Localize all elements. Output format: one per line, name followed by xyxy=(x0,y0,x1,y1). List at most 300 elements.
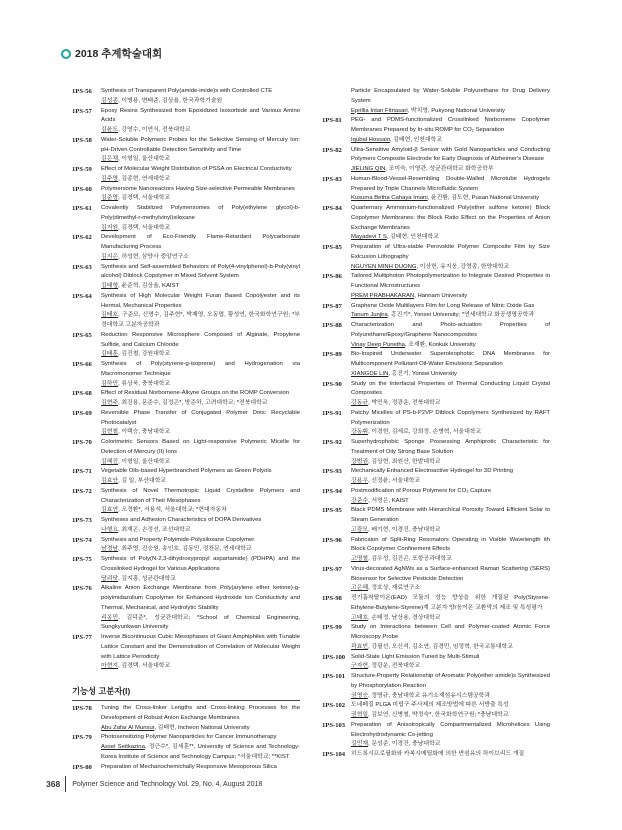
author-line xyxy=(101,575,300,585)
poster-entry xyxy=(322,302,550,322)
co-authors-affiliation: , 이택승, 충남대학교 xyxy=(118,429,171,436)
poster-title: Structure-Property Relationship of Aromatic Poly(ether amide)s Synthesized by Phosphorylation Reaction xyxy=(351,673,550,689)
co-authors-affiliation: , 김태현, 인천대학교 xyxy=(389,136,443,143)
author-line xyxy=(351,292,550,302)
poster-title: Synthesis and Self-assembled Behaviors of Poly(4-vinylphenol)-b-Poly(vinyl alcohol) Diblock Copolymer in Mixed Solvent System xyxy=(101,263,300,280)
entry-body xyxy=(351,409,550,438)
co-authors-affiliation: , 오경환*, 서용석, 서울대학교; *현대자동차 xyxy=(118,507,227,514)
poster-entry xyxy=(72,292,300,331)
presenting-author: 김주영 xyxy=(101,175,119,182)
poster-title: Effect of Molecular Weight Distribution of PSSA on Electrical Conductivity xyxy=(101,166,292,172)
presenting-author: 김현주 xyxy=(101,400,119,406)
poster-title: Graphene Oxide Multilayers Film for Long Release of Nitric Oxide Gas xyxy=(351,302,535,309)
entry-body xyxy=(101,633,300,672)
poster-code: 1PS-73 xyxy=(72,517,92,524)
presenting-author: 김혜진 xyxy=(101,458,119,465)
presenting-author: 김현철 xyxy=(101,429,119,436)
poster-code: 1PS-68 xyxy=(72,390,92,398)
presenting-author: 강용우 xyxy=(351,478,369,484)
poster-code: 1PS-87 xyxy=(322,302,342,310)
left-column xyxy=(72,87,300,772)
poster-code: 1PS-58 xyxy=(72,136,92,144)
author-line xyxy=(101,526,300,536)
poster-code: 1PS-72 xyxy=(72,487,92,495)
co-authors-affiliation: , 강필선, 오신석, 김소연, 김경민, 임정혁, 한국교통대학교 xyxy=(368,643,513,650)
entry-body xyxy=(101,467,300,487)
poster-code: 1PS-61 xyxy=(72,205,92,212)
co-authors-affiliation: , 이상헌, 유지웅, 강영종, 한양대학교 xyxy=(416,263,510,270)
entry-body xyxy=(101,107,300,136)
co-authors-affiliation: , 윤진환, 김도현, Pusan National University xyxy=(427,195,540,202)
poster-title: Effect of Residual Norbornene-Alkyne Groups on the ROMP Conversion xyxy=(101,390,290,397)
poster-code: 1PS-84 xyxy=(322,205,342,212)
poster-code: 1PS-88 xyxy=(322,322,342,329)
co-authors-affiliation: , 김경택, 서울대학교 xyxy=(118,663,171,670)
author-line xyxy=(351,711,550,721)
co-authors-affiliation: , 정광운, 전북대학교 xyxy=(368,663,421,670)
poster-title: Syntheses and Adhesion Characteristics of DOPA Derivatives xyxy=(101,517,262,523)
poster-entry xyxy=(72,204,300,233)
poster-title: Preparation of Ultra-stable Perovskite Polymer Composite Film by Size Exlcusion Lithography xyxy=(351,244,550,260)
co-authors-affiliation: , 윤준혁, 김상율, KAIST xyxy=(118,283,180,289)
poster-title: Synthesis of Novel Thermotropic Liquid Crystalline Polymers and Characterization of Their Mesophases xyxy=(101,487,300,504)
poster-code: 1PS-80 xyxy=(72,763,92,771)
co-authors-affiliation: , 서명은, KAIST xyxy=(368,497,409,504)
poster-title: Development of Eco-Friendly Flame-Retardant Polycarbonate Manufacturing Process xyxy=(101,234,300,250)
poster-title: Polymersome Nanoreactors Having Size-selective Permeable Membranes xyxy=(101,185,295,192)
poster-title: Synthesis of Poly(N-2,3-dihydroxypropyl aspartamide) (PDHPA) and the Crosslinked Hydrogel for Various Applications xyxy=(101,556,300,572)
presenting-author: 김태형 xyxy=(101,283,119,289)
poster-entry xyxy=(72,389,300,409)
co-authors-affiliation: , 조재환, Konkuk University xyxy=(404,341,476,348)
poster-title: Black PDMS Membrane with Hierarchical Porosity Toward Efficient Solar to Steam Generation xyxy=(351,507,550,523)
poster-code: 1PS-94 xyxy=(322,487,342,495)
poster-code: 1PS-57 xyxy=(72,107,92,115)
presenting-author: 김효연 xyxy=(101,507,119,514)
poster-code: 1PS-60 xyxy=(72,185,92,193)
presenting-author: Tanum Junjira xyxy=(351,312,388,319)
poster-title: 히드록시프로필화와 카복시메틸화에 의한 면섬유의 하이브리드 개질 xyxy=(351,751,525,757)
author-line xyxy=(351,662,550,672)
left-entry-list xyxy=(72,87,300,672)
co-authors-affiliation: , Hannam University xyxy=(414,292,468,299)
co-authors-affiliation: , 최진용, 문준수, 김정곤*, 방준하, 고려대학교; *전북대학교 xyxy=(118,400,268,406)
poster-code: 1PS-104 xyxy=(322,751,346,758)
presenting-author: 고은혜 xyxy=(351,585,369,592)
entry-body xyxy=(351,146,550,175)
presenting-author: 강동규 xyxy=(351,400,369,406)
author-line xyxy=(351,263,550,273)
poster-entry xyxy=(72,633,300,672)
author-line xyxy=(101,155,300,165)
author-line xyxy=(101,224,300,234)
poster-code: 1PS-59 xyxy=(72,166,92,173)
co-authors-affiliation: , 김지흥, 성균관대학교 xyxy=(118,575,176,582)
co-authors-affiliation: , 허성현, 삼양사 중앙연구소 xyxy=(118,253,189,260)
entry-body xyxy=(351,653,550,673)
co-authors-affiliation: , 배기현, 이경진, 충남대학교 xyxy=(368,526,441,533)
poster-title: Reduction Responsive Microsphere Composed of Alginate, Propylene Sulfide, and Calcium Chloride xyxy=(101,331,300,348)
co-authors-affiliation: , 홍진기, Yonsei University xyxy=(388,370,457,377)
poster-code: 1PS-102 xyxy=(322,702,346,710)
author-line xyxy=(351,614,550,624)
presenting-author: 김하민 xyxy=(101,380,119,387)
co-authors-affiliation: , 김 일, 부산대학교 xyxy=(118,478,167,484)
poster-entry xyxy=(72,438,300,467)
poster-code: 1PS-83 xyxy=(322,175,342,183)
poster-entry xyxy=(322,272,550,301)
poster-entry xyxy=(72,87,300,107)
presenting-author: 김성종 xyxy=(101,97,119,104)
entry-body xyxy=(101,136,300,165)
co-authors-affiliation: , 김태현, Incheon National University xyxy=(154,724,250,731)
page-number: 368 xyxy=(46,779,61,789)
presenting-author: 나형요 xyxy=(101,526,119,533)
entry-body xyxy=(101,331,300,360)
entry-body xyxy=(101,409,300,438)
poster-entry xyxy=(72,763,300,773)
entry-body xyxy=(351,467,550,487)
poster-code: 1PS-75 xyxy=(72,556,92,563)
presenting-author: 강준수 xyxy=(351,497,369,504)
poster-code: 1PS-86 xyxy=(322,273,342,281)
co-authors-affiliation: , 이경헌, 김세로, 강희정, 손병혁, 서울대학교 xyxy=(368,429,482,436)
poster-title: Tailored Multiphoton Photopolymerization to Integrate Desired Properties in Functional Microstructures xyxy=(351,273,550,289)
poster-code: 1PS-65 xyxy=(72,331,92,339)
poster-title: Patchy Micelles of PS-b-P2VP Diblock Copolymers Synthesized by RAFT Polymerization xyxy=(351,409,550,426)
entry-body xyxy=(351,536,550,565)
author-line xyxy=(101,175,300,185)
poster-title: Vegetable Oils-based Hyperbranched Polymers as Green Polyols xyxy=(101,468,272,475)
presenting-author: Kusuma Betha Cahaya Imani xyxy=(351,195,428,202)
co-authors-affiliation: , 박치영, Pukyong National University xyxy=(407,107,505,114)
author-line xyxy=(101,282,300,292)
poster-title: Epoxy Resins Synthesized from Epoxidized Isosorbide and Various Amino Acids xyxy=(101,107,300,124)
poster-entry xyxy=(72,555,300,584)
poster-entry xyxy=(72,233,300,262)
presenting-author: 길민재 xyxy=(351,741,369,748)
co-authors-affiliation: , 김덕준*, 성균관대학교; *School of Chemical Engineering, Sungkyunkwan University xyxy=(101,614,300,631)
poster-entry xyxy=(72,467,300,487)
presenting-author: 당쾨닷 xyxy=(101,575,119,582)
co-authors-affiliation: , 류상욱, 충북대학교 xyxy=(118,380,171,387)
entry-body xyxy=(101,555,300,584)
entry-body xyxy=(101,165,300,185)
presenting-author: Iqubal Hossain xyxy=(351,136,390,143)
author-line xyxy=(101,614,300,634)
poster-code: 1PS-69 xyxy=(72,409,92,417)
entry-body xyxy=(351,487,550,507)
poster-entry xyxy=(322,653,550,673)
presenting-author: Assel Seitkazina xyxy=(101,744,145,750)
poster-code xyxy=(322,87,351,116)
entry-body xyxy=(351,701,550,721)
poster-entry xyxy=(322,204,550,243)
poster-title: Synthesis of Poly(styrene-g-isoprene) and Hydrogenation via Macromonomer Technique xyxy=(101,361,300,377)
author-line xyxy=(101,724,300,734)
poster-entry xyxy=(322,380,550,409)
poster-entry xyxy=(322,565,550,594)
poster-entry xyxy=(322,116,550,145)
presenting-author: 강범권 xyxy=(351,458,369,465)
poster-title: Preparation of Anisotropically Compartmentalized Microhelices Using Electrohydrodynamic Co-jetting xyxy=(351,721,550,738)
presenting-author: 고광모 xyxy=(351,526,369,533)
section-heading: 기능성 고분자(I) xyxy=(72,686,300,701)
entry-body xyxy=(101,185,300,205)
author-line xyxy=(351,643,550,653)
poster-title: Ultra-Sensitive Amyloid-β Sensor with Gold Nanoparticles and Conducting Polymers Composite Electrode for Early Diagnosis of Alzheimer's Disease xyxy=(351,146,550,163)
co-authors-affiliation: , 최주영, 진승원, 송인호, 김동민, 정찬문, 연세대학교 xyxy=(118,546,252,553)
presenting-author: 김은채 xyxy=(101,156,119,163)
co-authors-affiliation: , 김보연, 신병철, 박정숙*, 한국화학연구원; *충남대학교 xyxy=(368,712,509,718)
co-authors-affiliation: , 이형일, 울산대학교 xyxy=(118,458,171,465)
author-line xyxy=(101,253,300,263)
poster-title: Water-Soluble Polymeric Probes for the Selective Sensing of Mercury Ion: pH-Driven Controllable Detection Sensitivity and Time xyxy=(101,136,300,153)
author-line xyxy=(101,458,300,468)
co-authors-affiliation: , 홍진기*, Yonsei University; *연세대학교 화공생명공학과 xyxy=(387,312,535,319)
author-line xyxy=(351,526,550,536)
entry-body xyxy=(351,175,550,204)
presenting-author: 곽효빈 xyxy=(351,643,369,650)
entry-body xyxy=(101,536,300,556)
entry-body xyxy=(351,321,550,350)
poster-code: 1PS-99 xyxy=(322,624,342,632)
entry-body xyxy=(351,87,550,116)
poster-entry xyxy=(322,536,550,565)
author-line xyxy=(351,341,550,351)
entry-body xyxy=(101,763,300,773)
co-authors-affiliation: , 김경택, 서울대학교 xyxy=(118,224,171,231)
poster-title: Postmodification of Porous Polymers for CO₂ Capture xyxy=(351,487,492,494)
poster-entry xyxy=(72,584,300,633)
poster-title: Synthesis of High Molecular Weight Furan Based Copolyester and its Hermal, Mechanical Properties xyxy=(101,292,300,309)
poster-code: 1PS-96 xyxy=(322,536,342,544)
co-authors-affiliation: , 강영수, 이연식, 전북대학교 xyxy=(118,127,191,133)
right-entry-list xyxy=(322,87,550,760)
poster-entry xyxy=(72,704,300,733)
author-line xyxy=(351,233,550,243)
author-line xyxy=(351,370,550,380)
author-line xyxy=(101,428,300,438)
presenting-author: Vinay Deep Punetha xyxy=(351,341,405,348)
poster-title: Reversible Phase Transfer of Conjugated Polymer Dots: Recyclable Photocatalyst xyxy=(101,409,300,426)
author-line xyxy=(351,107,550,117)
entry-body xyxy=(351,272,550,301)
poster-entry xyxy=(72,516,300,536)
poster-title: PEG- and PDMS-functionalized Crosslinked Norbornene Copolymer Membranes Prepared by In-situ ROMP for CO₂ Separation xyxy=(351,117,550,133)
author-line xyxy=(351,136,550,146)
poster-code: 1PS-91 xyxy=(322,409,342,417)
poster-code: 1PS-78 xyxy=(72,705,92,712)
co-authors-affiliation: , 문성준, 이경진, 충남대학교 xyxy=(368,741,441,748)
co-authors-affiliation: , 김경택, 서울대학교 xyxy=(118,195,171,202)
presenting-author: 고명철 xyxy=(351,556,369,562)
author-line xyxy=(101,545,300,555)
co-authors-affiliation: , 김상현, 최원산, 한밭대학교 xyxy=(368,458,441,465)
poster-title: Tuning the Cross-linker Lengths and Cross-linking Processes for the Development of Robust Anion Exchange Membranes xyxy=(101,705,300,721)
entry-body xyxy=(101,233,300,262)
poster-code: 1PS-77 xyxy=(72,634,92,641)
poster-title: Mechanically Enhanced Electroactive Hydrogel for 3D Printing xyxy=(351,468,514,475)
poster-title: 도네페질 PLGA 미립구 주사제의 제조방법에 따른 서방출 특성 xyxy=(351,702,509,709)
presenting-author: XIANGDE LIN xyxy=(351,370,389,377)
author-line xyxy=(351,428,550,438)
poster-title: Covalently Stabilized Polymersomes of Poly(ethylene glycol)-b-Poly(dimethyl-r-methylvinyl)siloxane xyxy=(101,205,300,221)
entry-body xyxy=(101,704,300,733)
presenting-author: NGUYEN MINH DUONG xyxy=(351,263,417,270)
author-line xyxy=(351,194,550,204)
poster-title: Preparation of Mechanochemichally Responsive Mesoporous Silica xyxy=(101,763,277,770)
entry-body xyxy=(351,594,550,623)
co-authors-affiliation: , 김종현, 연세대학교 xyxy=(118,175,171,182)
poster-title: Synthesis and Property Polyimide-Polysiloxane Copolymer xyxy=(101,536,255,543)
poster-code: 1PS-89 xyxy=(322,351,342,359)
poster-code: 1PS-98 xyxy=(322,595,342,602)
poster-code: 1PS-82 xyxy=(322,146,342,154)
section-entry-list xyxy=(72,704,300,772)
presenting-author: 김태호 xyxy=(101,312,119,319)
entry-body xyxy=(101,87,300,107)
poster-code: 1PS-103 xyxy=(322,721,346,729)
author-line xyxy=(101,97,300,107)
poster-entry xyxy=(72,185,300,205)
co-authors-affiliation: , 선정윤, 서울대학교 xyxy=(368,478,421,484)
poster-entry xyxy=(72,409,300,438)
poster-entry xyxy=(72,107,300,136)
poster-code: 1PS-90 xyxy=(322,380,342,388)
author-line xyxy=(101,662,300,672)
poster-entry xyxy=(322,321,550,350)
header-title: 2018 추계학술대회 xyxy=(75,48,163,60)
page-footer xyxy=(46,776,262,792)
poster-code: 1PS-93 xyxy=(322,468,342,476)
poster-code: 1PS-76 xyxy=(72,585,92,593)
author-line xyxy=(101,506,300,516)
author-line xyxy=(101,743,300,763)
poster-entry xyxy=(72,165,300,185)
author-line xyxy=(101,477,300,487)
author-line xyxy=(351,692,550,702)
poster-title: Particle Encapsulated by Water-Soluble Polyurethane for Drug Delivery System xyxy=(351,88,550,104)
entry-body xyxy=(101,487,300,516)
co-authors-affiliation: , 김우성, 김진곤, 포항공과대학교 xyxy=(368,556,452,562)
presenting-author: Eprillia Intan Fitriasari xyxy=(351,107,408,114)
presenting-author: 남경남 xyxy=(101,546,119,553)
entry-body xyxy=(351,721,550,750)
entry-body xyxy=(101,204,300,233)
presenting-author: PREM PRABHAKARAN xyxy=(351,292,415,299)
author-line xyxy=(101,350,300,360)
presenting-author: 고태호 xyxy=(351,614,369,621)
presenting-author: 권혁일 xyxy=(351,712,369,718)
presenting-author: 리옹민 xyxy=(101,614,119,621)
poster-code: 1PS-64 xyxy=(72,292,92,300)
poster-entry xyxy=(72,487,300,516)
presenting-author: 김윤도 xyxy=(101,127,119,133)
presenting-author: 김지은 xyxy=(101,253,119,260)
presenting-author: Abu Zafar Al Munsur xyxy=(101,724,155,731)
author-line xyxy=(351,311,550,321)
author-line xyxy=(101,380,300,390)
author-line xyxy=(351,458,550,468)
poster-entry xyxy=(322,506,550,535)
author-line xyxy=(101,194,300,204)
entry-body xyxy=(101,292,300,331)
entry-body xyxy=(351,438,550,467)
poster-code: 1PS-81 xyxy=(322,117,342,125)
entry-body xyxy=(101,438,300,467)
poster-code: 1PS-62 xyxy=(72,234,92,242)
co-authors-affiliation: , 손태정, 남상용, 경상대학교 xyxy=(368,614,441,621)
poster-entry xyxy=(322,594,550,623)
poster-title: Synthesis of Transparent Poly(amide-imide)s with Controlled CTE xyxy=(101,88,273,94)
poster-entry xyxy=(72,136,300,165)
author-line xyxy=(351,399,550,409)
poster-title: Study on Interactions between Cell and Polymer-coated Atomic Force Microscopy Probe xyxy=(351,624,550,640)
poster-title: Fabricaion of Split-Ring Resonators Operating in Visible Wavelength ith Block Copolymer Confinement Effects xyxy=(351,536,550,553)
entry-body xyxy=(101,733,300,762)
entry-body xyxy=(101,516,300,536)
poster-code: 1PS-63 xyxy=(72,263,92,271)
poster-entry xyxy=(322,350,550,379)
circle-bullet-icon xyxy=(61,49,71,59)
poster-code: 1PS-74 xyxy=(72,536,92,544)
entry-body xyxy=(101,584,300,633)
presenting-author: 권영승 xyxy=(351,692,369,699)
poster-title: Alkaline Anion Exchange Membrane from Poly(arylene ether ketone)-g-polyimidazolium Copolymer for Enhanced Hydroxide Ion Conductivity and Thermal, Mechanical, and Hydrolytic Stability xyxy=(101,585,300,611)
poster-code: 1PS-101 xyxy=(322,673,346,680)
poster-title: Human-Blood-Vessel-Resembling Double-Walled Microtube Hydrogels Prepared by Triple Channels Microfluidic System xyxy=(351,175,550,192)
poster-title: Colorimetric Sensors Based on Light-responsive Polymeric Micelle for Detection of Mercury (II) Ions xyxy=(101,439,300,455)
author-line xyxy=(101,126,300,136)
presenting-author: 김준영 xyxy=(101,195,119,202)
author-line xyxy=(101,399,300,409)
footer-divider xyxy=(65,776,66,792)
poster-title: Photosensitizing Polymer Nanoparticles for Cancer Immunotherapy xyxy=(101,734,277,741)
poster-entry xyxy=(322,750,550,760)
presenting-author: JIELING QIN xyxy=(351,166,386,172)
page-header xyxy=(61,46,162,61)
poster-code: 1PS-79 xyxy=(72,734,92,742)
poster-code: 1PS-100 xyxy=(322,653,346,661)
poster-title: Bio-Inspired Underwater Superoleophobic DNA Membranes for Multicomponent Pollutant-Oil-Water Emulsions Separation xyxy=(351,351,550,367)
entry-body xyxy=(351,350,550,379)
entry-body xyxy=(101,389,300,409)
poster-code: 1PS-71 xyxy=(72,468,92,476)
presenting-author: 마현지 xyxy=(101,663,119,670)
poster-entry xyxy=(322,243,550,272)
poster-entry xyxy=(322,721,550,750)
poster-entry xyxy=(322,146,550,175)
entry-body xyxy=(351,623,550,652)
poster-title: 전기흡착탈이온(EAD) 모듈의 성능 향상을 위한 개질된 Poly(Styrene-Ethylene-Butylene-Styrene)계 고분자 양/음이온 교환막의 제조 및 특성평가 xyxy=(351,595,550,611)
presenting-author: 김지원 xyxy=(101,224,119,231)
poster-entry xyxy=(72,360,300,389)
co-authors-affiliation: , 박민욱, 정광운, 전북대학교 xyxy=(368,400,441,406)
poster-entry xyxy=(322,672,550,701)
journal-citation: Polymer Science and Technology Vol. 29, No. 4, August 2018 xyxy=(72,780,263,788)
author-line xyxy=(351,477,550,487)
co-authors-affiliation: , 최재곤, 손정선, 조선대학교 xyxy=(118,526,191,533)
poster-code: 1PS-97 xyxy=(322,565,342,573)
entry-body xyxy=(351,116,550,145)
poster-title: Study on the Interfacial Properties of Thermal Conducting Liquid Crystal Composites xyxy=(351,380,550,397)
poster-title: Superhydrophobic Sponge Possessing Amphiprotic Characteristic for Treatment of Oily Strong Base Solution xyxy=(351,439,550,455)
poster-entry xyxy=(322,87,550,116)
poster-entry xyxy=(322,438,550,467)
poster-entry xyxy=(72,331,300,360)
entry-body xyxy=(351,302,550,322)
